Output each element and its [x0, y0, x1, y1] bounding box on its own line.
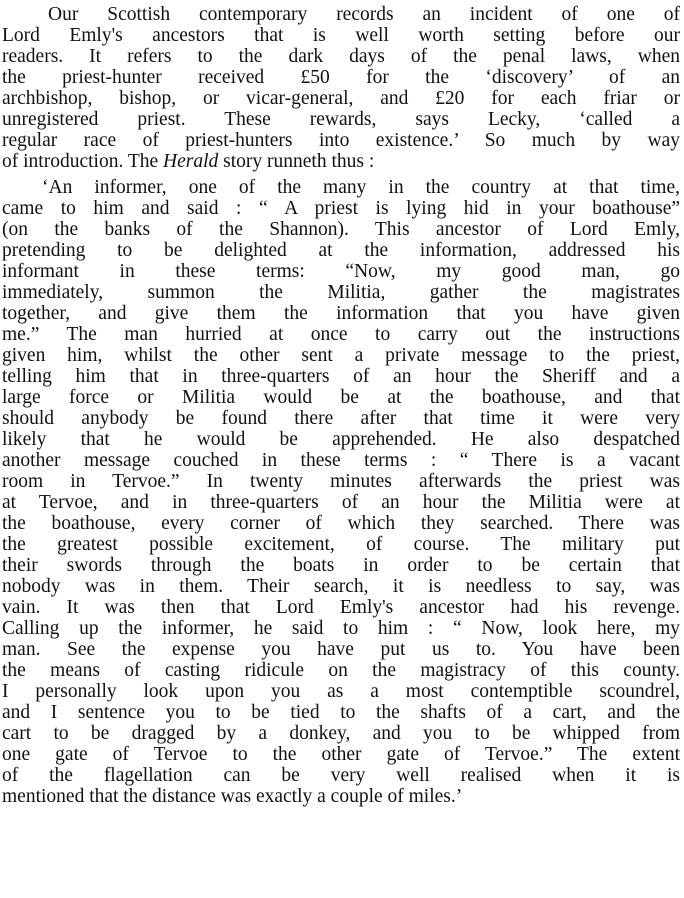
text-line: Our Scottish contemporary records an incident of one of	[48, 4, 680, 25]
text-line: the priest-hunter received £50 for the ‘discovery’ of an	[2, 67, 680, 88]
text-line: cart to be dragged by a donkey, and you to be whipped from	[2, 723, 680, 744]
text-line: telling him that in three-quarters of an hour the Sheriff and a	[2, 366, 680, 387]
text-line: another message couched in these terms : “ There is a vacant	[2, 450, 680, 471]
text-line: nobody was in them. Their search, it is needless to say, was	[2, 576, 680, 597]
text-line: room in Tervoe.” In twenty minutes afterwards the priest was	[2, 471, 680, 492]
text-line: (on the banks of the Shannon). This ancestor of Lord Emly,	[2, 219, 680, 240]
text-line: immediately, summon the Militia, gather the magistrates	[2, 282, 680, 303]
text-line: and I sentence you to be tied to the shafts of a cart, and the	[2, 702, 680, 723]
text-line: readers. It refers to the dark days of the penal laws, when	[2, 46, 680, 67]
text-line: should anybody be found there after that time it were very	[2, 408, 680, 429]
text-line: unregistered priest. These rewards, says Lecky, ‘called a	[2, 109, 680, 130]
text-line: me.” The man hurried at once to carry out the instructions	[2, 324, 680, 345]
text-line: given him, whilst the other sent a private message to the priest,	[2, 345, 680, 366]
text-line: came to him and said : “ A priest is lying hid in your boathouse”	[2, 198, 680, 219]
text-line: Lord Emly's ancestors that is well worth setting before our	[2, 25, 680, 46]
text-line: together, and give them the information that you have given	[2, 303, 680, 324]
text-line: the means of casting ridicule on the magistracy of this county.	[2, 660, 680, 681]
text-line: man. See the expense you have put us to. You have been	[2, 639, 680, 660]
text-line: the boathouse, every corner of which they searched. There was	[2, 513, 680, 534]
italic-herald: Herald	[163, 151, 219, 172]
text-line: their swords through the boats in order to be certain that	[2, 555, 680, 576]
text-line: archbishop, bishop, or vicar-general, and £20 for each friar or	[2, 88, 680, 109]
text-line: ‘An informer, one of the many in the country at that time,	[42, 177, 680, 198]
text-line: I personally look upon you as a most contemptible scoundrel,	[2, 681, 680, 702]
text-line: the greatest possible excitement, of course. The military put	[2, 534, 680, 555]
text-line: regular race of priest-hunters into existence.’ So much by way	[2, 130, 680, 151]
text-line: large force or Militia would be at the boathouse, and that	[2, 387, 680, 408]
text-line: at Tervoe, and in three-quarters of an hour the Militia were at	[2, 492, 680, 513]
text-line-with-italic-herald: of introduction. The Herald story runneth thus :	[2, 151, 375, 172]
text-line: mentioned that the distance was exactly a couple of miles.’	[2, 786, 463, 807]
text-line: of the flagellation can be very well realised when it is	[2, 765, 680, 786]
text-line: informant in these terms: “Now, my good man, go	[2, 261, 680, 282]
text-line: pretending to be delighted at the information, addressed his	[2, 240, 680, 261]
text-line: Calling up the informer, he said to him : “ Now, look here, my	[2, 618, 680, 639]
text-line: vain. It was then that Lord Emly's ancestor had his revenge.	[2, 597, 680, 618]
text-line: likely that he would be apprehended. He also despatched	[2, 429, 680, 450]
text-line: one gate of Tervoe to the other gate of Tervoe.” The extent	[2, 744, 680, 765]
